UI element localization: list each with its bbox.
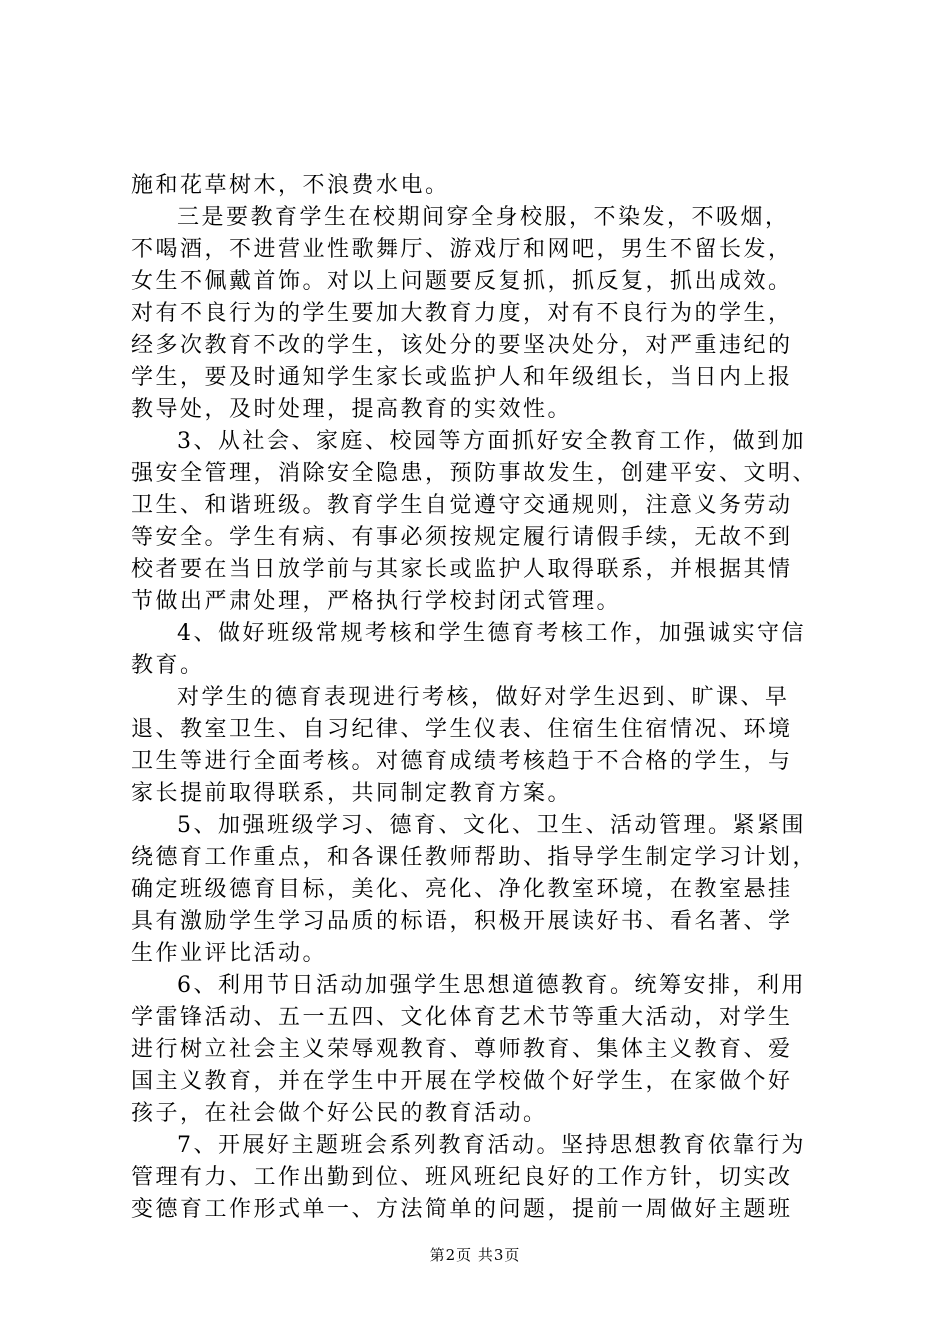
document-body xyxy=(131,170,831,1226)
text-line: 退、教室卫生、自习纪律、学生仪表、住宿生住宿情况、环境 xyxy=(131,717,793,742)
text-line: 学生，要及时通知学生家长或监护人和年级组长，当日内上报 xyxy=(131,365,793,390)
text-line: 6、利用节日活动加强学生思想道德教育。统筹安排，利用 xyxy=(177,973,806,998)
page-footer xyxy=(0,1245,950,1265)
text-line: 国主义教育，并在学生中开展在学校做个好学生，在家做个好 xyxy=(131,1069,793,1094)
text-line: 卫生、和谐班级。教育学生自觉遵守交通规则，注意义务劳动 xyxy=(131,493,793,518)
text-line: 经多次教育不改的学生，该处分的要坚决处分，对严重违纪的 xyxy=(131,333,793,358)
text-line: 7、开展好主题班会系列教育活动。坚持思想教育依靠行为 xyxy=(177,1133,806,1158)
text-line: 对有不良行为的学生要加大教育力度，对有不良行为的学生， xyxy=(131,301,793,326)
text-line: 节做出严肃处理，严格执行学校封闭式管理。 xyxy=(131,589,622,614)
text-line: 具有激励学生学习品质的标语，积极开展读好书、看名著、学 xyxy=(131,909,793,934)
text-line: 进行树立社会主义荣辱观教育、尊师教育、集体主义教育、爱 xyxy=(131,1037,793,1062)
text-line: 等安全。学生有病、有事必须按规定履行请假手续，无故不到 xyxy=(131,525,793,550)
text-line: 教导处，及时处理，提高教育的实效性。 xyxy=(131,397,573,422)
text-line: 5、加强班级学习、德育、文化、卫生、活动管理。紧紧围 xyxy=(177,813,806,838)
text-line: 对学生的德育表现进行考核，做好对学生迟到、旷课、早 xyxy=(177,685,790,710)
text-line: 管理有力、工作出勤到位、班风班纪良好的工作方针，切实改 xyxy=(131,1165,793,1190)
text-line: 确定班级德育目标，美化、亮化、净化教室环境，在教室悬挂 xyxy=(131,877,793,902)
text-line: 家长提前取得联系，共同制定教育方案。 xyxy=(131,781,573,806)
text-line: 学雷锋活动、五一五四、文化体育艺术节等重大活动，对学生 xyxy=(131,1005,793,1030)
text-line: 校者要在当日放学前与其家长或监护人取得联系，并根据其情 xyxy=(131,557,793,582)
text-line: 三是要教育学生在校期间穿全身校服，不染发，不吸烟， xyxy=(177,205,790,230)
text-line: 卫生等进行全面考核。对德育成绩考核趋于不合格的学生，与 xyxy=(131,749,793,774)
text-line: 变德育工作形式单一、方法简单的问题，提前一周做好主题班 xyxy=(131,1197,793,1222)
text-line: 孩子，在社会做个好公民的教育活动。 xyxy=(131,1101,548,1126)
text-line: 绕德育工作重点，和各课任教师帮助、指导学生制定学习计划， xyxy=(131,845,818,870)
page-number-label: 第2页 共3页 xyxy=(429,1246,521,1264)
text-line: 3、从社会、家庭、校园等方面抓好安全教育工作，做到加 xyxy=(177,429,806,454)
text-line: 不喝酒，不进营业性歌舞厅、游戏厅和网吧，男生不留长发， xyxy=(131,237,793,262)
text-line: 4、做好班级常规考核和学生德育考核工作，加强诚实守信 xyxy=(177,621,806,646)
text-line: 生作业评比活动。 xyxy=(131,941,328,966)
text-line: 教育。 xyxy=(131,653,205,678)
text-line: 强安全管理，消除安全隐患，预防事故发生，创建平安、文明、 xyxy=(131,461,818,486)
text-line: 施和花草树木，不浪费水电。 xyxy=(131,173,450,198)
text-line: 女生不佩戴首饰。对以上问题要反复抓，抓反复，抓出成效。 xyxy=(131,269,793,294)
